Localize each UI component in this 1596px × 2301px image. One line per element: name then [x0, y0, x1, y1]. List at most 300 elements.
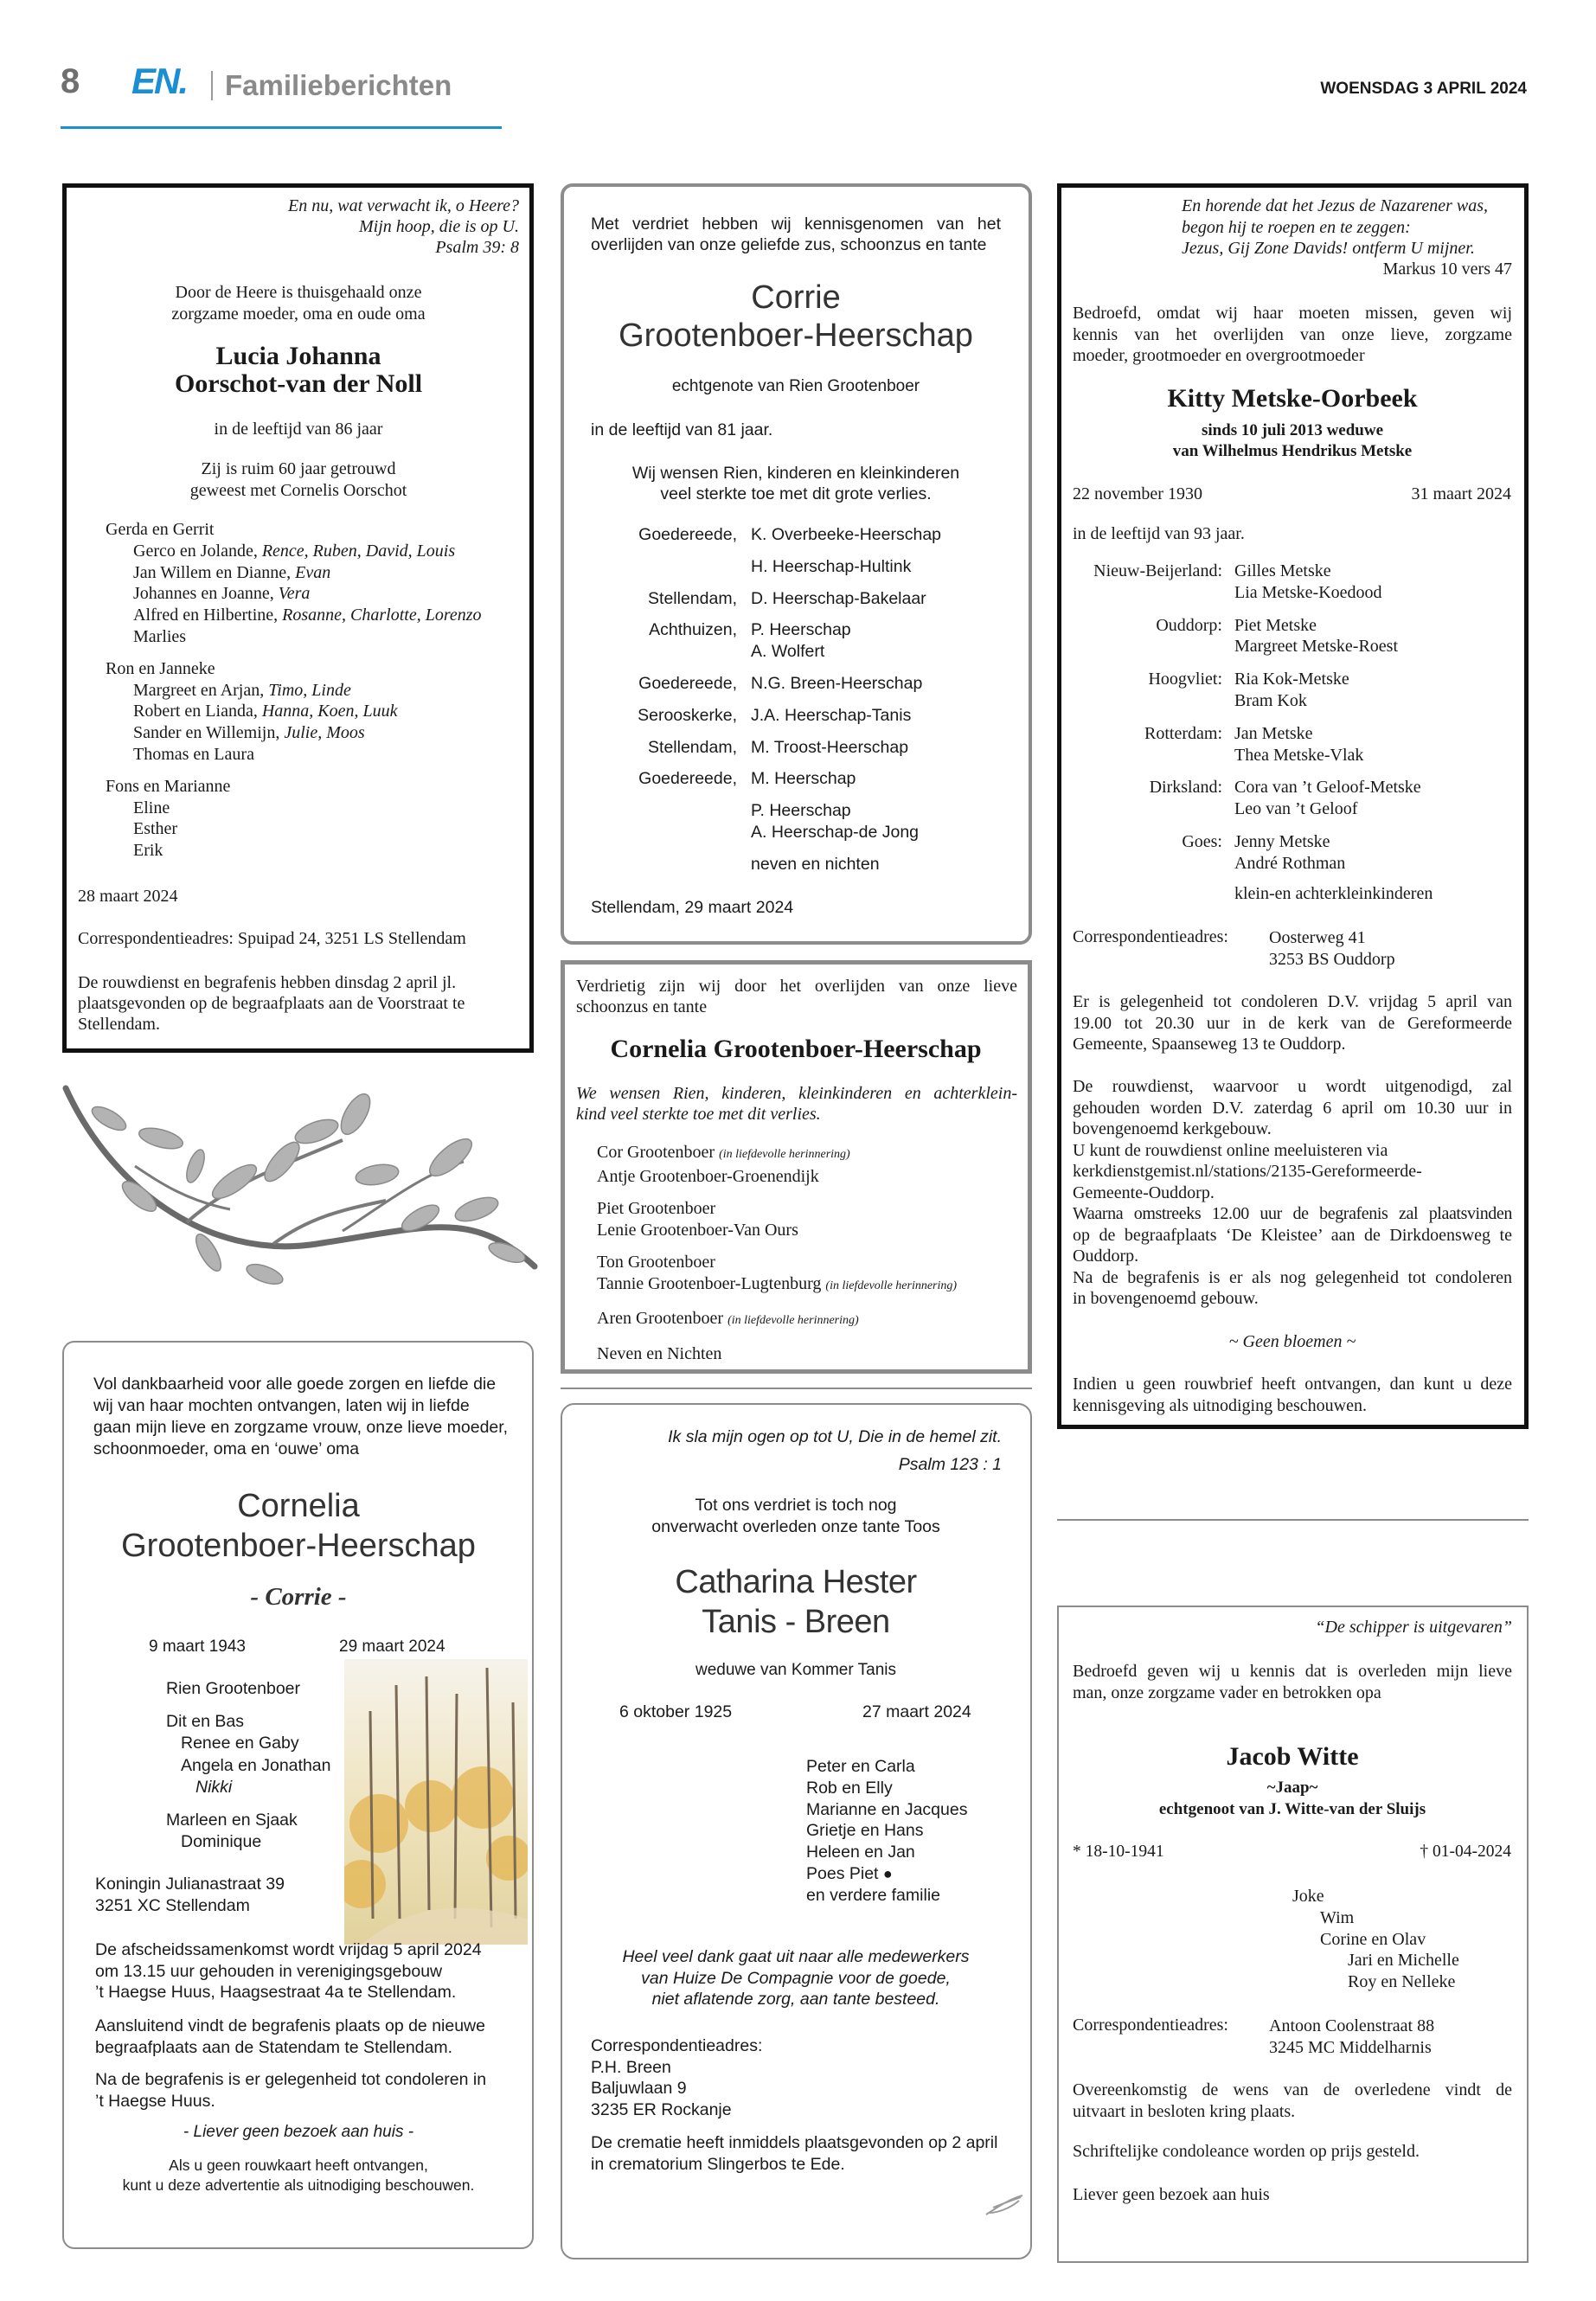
family-name: Thomas en Laura: [133, 744, 254, 764]
family-line: [106, 744, 521, 766]
condole-line: Na de begrafenis is er gelegenheid tot condoleren in: [95, 2070, 487, 2089]
cremation-line: De crematie heeft inmiddels plaatsgevonden op 2 april: [591, 2133, 998, 2152]
family-line: [106, 680, 521, 702]
family-names: [1234, 615, 1398, 658]
family-name: Tannie Grootenboer-Lugtenburg: [597, 1273, 826, 1293]
memorial-note: (in liefdevolle herinnering): [727, 1314, 859, 1327]
nickname: - Corrie -: [250, 1583, 347, 1611]
family-row: [1073, 615, 1514, 658]
intro-line: Verdrietig zijn wij door het overlijden van onze lieve: [576, 977, 1017, 996]
grandchildren-names: Evan: [295, 562, 331, 582]
family-line: Grietje en Hans: [806, 1821, 924, 1841]
family-line: Dit en Bas: [166, 1711, 244, 1731]
service-line: U kunt de rouwdienst online meeluisteren via: [1073, 1140, 1388, 1160]
family-line: [597, 1142, 1021, 1166]
family-place: Dirksland:: [1149, 778, 1222, 798]
family-line: Nikki: [195, 1778, 233, 1797]
address-line: 3253 BS Ouddorp: [1269, 949, 1395, 969]
intro-line: Tot ons verdriet is toch nog: [695, 1496, 897, 1515]
name-line: Grootenboer-Heerschap: [619, 317, 973, 354]
family-line: [106, 605, 521, 626]
family-list: [106, 519, 521, 862]
notice-line: kennisgeving als uitnodiging beschouwen.: [1073, 1395, 1367, 1415]
meeting-line: ’t Haegse Huus, Haagsestraat 4a te Stellendam.: [95, 1983, 457, 2002]
family-group: [597, 1308, 1021, 1332]
burial-text: [95, 2016, 510, 2058]
condole-text: [95, 2069, 510, 2112]
family-name: Leo van ’t Geloof: [1234, 799, 1358, 819]
address-line: 3251 XC Stellendam: [95, 1896, 250, 1915]
family-row: [1073, 561, 1514, 604]
grandchildren-names: Hanna, Koen, Luuk: [261, 702, 398, 721]
birth-date: 6 oktober 1925: [619, 1702, 733, 1721]
family-name: Cor Grootenboer: [597, 1143, 720, 1162]
address-line: Correspondentieadres:: [591, 2036, 763, 2055]
family-name: Antje Grootenboer-Groenendijk: [597, 1166, 819, 1186]
family-line: Wim: [1320, 1907, 1355, 1927]
service-text: [1073, 1076, 1512, 1310]
wish-line: We wensen Rien, kinderen, kleinkinderen en achterklein-: [576, 1084, 1017, 1103]
meeting-line: De afscheidssamenkomst wordt vrijdag 5 april 2024: [95, 1940, 482, 1959]
family-name: Thea Metske-Vlak: [1234, 745, 1364, 765]
ad3-intro: [1073, 303, 1512, 367]
family-name: Johannes en Joanne,: [133, 584, 279, 604]
verse-line: En nu, wat verwacht ik, o Heere?: [288, 196, 519, 215]
name-line: Tanis - Breen: [702, 1604, 890, 1640]
family-line: Jari en Michelle: [1348, 1951, 1459, 1971]
verse-line: Psalm 39: 8: [435, 238, 519, 257]
thanks-line: van Huize De Compagnie voor de goede,: [641, 1968, 951, 1988]
family-line: Rob en Elly: [806, 1778, 893, 1798]
family-name: Sander en Willemijn,: [133, 723, 285, 743]
family-list: [1292, 1886, 1509, 1993]
address-line: Oosterweg 41: [1269, 928, 1366, 947]
logo: EN.: [131, 61, 188, 101]
thanks-line: niet aflatende zorg, aan tante besteed.: [651, 1990, 940, 2009]
family-line: Corine en Olav: [1320, 1929, 1426, 1949]
wish-line: veel sterkte toe met dit grote verlies.: [660, 484, 932, 503]
address-label: Correspondentieadres:: [1073, 2016, 1228, 2035]
family-name: M. Troost-Heerschap: [751, 737, 909, 757]
ad2-intro: [591, 214, 1001, 255]
family-name: Fons en Marianne: [106, 776, 231, 796]
family-row: [571, 705, 1021, 727]
family-line: [597, 1166, 1021, 1188]
family-list: [571, 524, 1021, 886]
family-place: Stellendam,: [648, 737, 737, 757]
family-place: [571, 800, 751, 843]
correspondence-address: [1269, 927, 1395, 970]
family-name: Margreet Metske-Roest: [1234, 637, 1399, 657]
married-line: geweest met Cornelis Oorschot: [189, 481, 407, 500]
header-date: WOENSDAG 3 APRIL 2024: [1320, 80, 1527, 98]
family-name: Margreet en Arjan,: [133, 680, 269, 700]
wish-line: Overeenkomstig de wens van de overledene vindt de: [1073, 2080, 1512, 2099]
family-names: [751, 854, 880, 875]
intro-line: Bedroefd geven wij u kennis dat is overleden mijn lieve: [1073, 1662, 1512, 1681]
grandchildren-names: Rosanne, Charlotte, Lorenzo: [282, 606, 482, 625]
family-line: [597, 1198, 1021, 1220]
age-line: in de leeftijd van 86 jaar: [214, 420, 383, 439]
married-line: Zij is ruim 60 jaar getrouwd: [201, 459, 396, 478]
deceased-name: [571, 279, 1021, 355]
family-name: Aren Grootenboer: [597, 1309, 728, 1328]
verse-ref: Markus 10 vers 47: [1382, 260, 1512, 279]
family-place: Rotterdam:: [1144, 723, 1222, 743]
family-name: H. Heerschap-Hultink: [751, 556, 912, 576]
family-row: [571, 768, 1021, 790]
family-group: [597, 1252, 1021, 1297]
memorial-note: (in liefdevolle herinnering): [825, 1279, 958, 1292]
wish-line: uitvaart in besloten kring plaats.: [1073, 2101, 1296, 2121]
deceased-name: Kitty Metske-Oorbeek: [1167, 384, 1418, 413]
family-names: [1234, 777, 1421, 820]
intro-line: Door de Heere is thuisgehaald onze: [175, 283, 422, 302]
family-line: [106, 840, 521, 862]
ad6-verse: Ik sla mijn ogen op tot U, Die in de hemel zit.: [668, 1427, 1002, 1446]
funeral-text: [78, 972, 528, 1035]
correspondence-address: [591, 2035, 762, 2120]
family-line: Renee en Gaby: [181, 1734, 299, 1753]
deceased-name: [78, 1486, 519, 1566]
family-place: Stellendam,: [648, 588, 737, 608]
family-line: [106, 818, 521, 840]
intro-line: gaan mijn lieve en zorgzame vrouw, onze lieve moeder,: [93, 1418, 509, 1437]
condole-line: ’t Haegse Huus.: [95, 2091, 215, 2111]
nickname: ~Jaap~: [1266, 1779, 1318, 1797]
family-list: [597, 1142, 1021, 1375]
meeting-line: om 13.15 uur gehouden in verenigingsgebouw: [95, 1961, 443, 1981]
family-place: [571, 854, 751, 875]
name-line: Oorschot-van der Noll: [174, 369, 423, 398]
name-line: Lucia Johanna: [215, 342, 381, 370]
intro-line: Bedroefd, omdat wij haar moeten missen, geven wij: [1073, 304, 1512, 323]
column-divider: [1057, 1519, 1529, 1521]
family-name: Lenie Grootenboer-Van Ours: [597, 1220, 798, 1240]
family-row: [571, 673, 1021, 695]
deceased-name: Jacob Witte: [1226, 1742, 1359, 1771]
family-name: Bram Kok: [1234, 690, 1307, 710]
family-names: [751, 737, 908, 759]
ad3-verse: [1182, 195, 1488, 260]
birth-date: * 18-10-1941: [1073, 1843, 1164, 1861]
ad7-quote: “De schipper is uitgevaren”: [1315, 1618, 1512, 1637]
age-line: in de leeftijd van 93 jaar.: [1073, 524, 1245, 543]
birth-date: 9 maart 1943: [149, 1638, 246, 1656]
deceased-name: [571, 1562, 1021, 1642]
family-line: [106, 583, 521, 605]
family-name: Jan Metske: [1234, 723, 1313, 743]
family-name: Eline: [133, 798, 170, 817]
address-line: 3235 ER Rockanje: [591, 2099, 732, 2119]
condole-line: Gemeente, Spaanseweg 13 te Ouddorp.: [1073, 1035, 1346, 1054]
family-line: [106, 776, 521, 798]
grandchildren-names: Vera: [278, 584, 311, 604]
family-name: J.A. Heerschap-Tanis: [751, 705, 912, 725]
family-list: [166, 1678, 391, 1854]
family-name: Alfred en Hilbertine,: [133, 606, 283, 625]
age-line: in de leeftijd van 81 jaar.: [591, 420, 773, 439]
death-date: 27 maart 2024: [862, 1702, 971, 1721]
verse-ref: Psalm 123 : 1: [898, 1455, 1002, 1474]
notice-line: kunt u deze advertentie als uitnodiging beschouwen.: [122, 2176, 475, 2194]
family-line: [597, 1220, 1021, 1241]
intro-line: wij van haar mochten ontvangen, laten wij in liefde: [93, 1396, 470, 1415]
family-name: Gerda en Gerrit: [106, 520, 215, 539]
family-name: Piet Metske: [1234, 615, 1317, 635]
branch-illustration: [57, 1080, 542, 1304]
wish-text: [1073, 2080, 1512, 2122]
service-line: Gemeente-Ouddorp.: [1073, 1183, 1215, 1202]
no-visit-text: - Liever geen bezoek aan huis -: [183, 2123, 414, 2141]
family-name: Gerco en Jolande,: [133, 541, 262, 561]
name-line: Cornelia: [237, 1488, 360, 1524]
header-divider: [211, 71, 213, 100]
family-row: [571, 854, 1021, 875]
family-line-text: Poes Piet: [806, 1863, 879, 1883]
family-name: Erik: [133, 841, 163, 861]
death-date: 31 maart 2024: [1411, 484, 1511, 503]
family-name: P. Heerschap: [751, 620, 851, 640]
notice-line: Als u geen rouwkaart heeft ontvangen,: [169, 2157, 428, 2174]
deceased-name: [78, 343, 519, 398]
family-line: Dominique: [181, 1832, 262, 1851]
intro-line: overlijden van onze geliefde zus, schoonzus en tante: [591, 235, 987, 254]
family-place: [571, 556, 751, 578]
spouse-line: weduwe van Kommer Tanis: [695, 1661, 896, 1679]
family-names: [751, 705, 911, 727]
column-divider: [561, 1388, 1032, 1389]
service-line: in bovengenoemd gebouw.: [1073, 1289, 1259, 1308]
birth-date: 22 november 1930: [1073, 484, 1202, 503]
family-line: Rien Grootenboer: [166, 1679, 301, 1698]
family-line: Roy en Nelleke: [1348, 1972, 1456, 1992]
burial-line: Aansluitend vindt de begrafenis plaats op de nieuwe: [95, 2016, 485, 2035]
family-name: N.G. Breen-Heerschap: [751, 673, 923, 693]
family-names: [751, 673, 922, 695]
family-place: Achthuizen,: [649, 620, 737, 640]
family-name: P. Heerschap: [751, 801, 851, 821]
family-line: en verdere familie: [806, 1885, 940, 1905]
family-group: [597, 1343, 1021, 1365]
family-names: [1234, 561, 1382, 604]
family-names: [751, 800, 919, 843]
family-line: [806, 1863, 967, 1885]
address-line: Antoon Coolenstraat 88: [1269, 2016, 1435, 2035]
family-line: [106, 562, 521, 584]
family-line: [597, 1308, 1021, 1332]
funeral-line: De rouwdienst en begrafenis hebben dinsdag 2 april jl.: [78, 973, 457, 992]
intro-line: man, onze zorgzame vader en betrokken opa: [1073, 1682, 1381, 1702]
burial-line: begraafplaats aan de Statendam te Stellendam.: [95, 2037, 453, 2057]
section-title: Familieberichten: [225, 69, 452, 101]
thanks-text: [571, 1946, 1021, 2010]
family-place: Nieuw-Beijerland:: [1093, 561, 1222, 580]
intro-line: zorgzame moeder, oma en oude oma: [171, 304, 426, 324]
spouse-line: echtgenoot van J. Witte-van der Sluijs: [1158, 1800, 1426, 1818]
family-row: [571, 524, 1021, 546]
service-line: gehouden worden D.V. zaterdag 6 april om 10.30 uur in: [1073, 1098, 1512, 1118]
paw-icon: ●: [882, 1864, 893, 1882]
service-line: bovengenoemd kerkgebouw.: [1073, 1119, 1272, 1138]
family-line: [106, 798, 521, 819]
family-name: Ron en Janneke: [106, 658, 215, 678]
family-line: [106, 701, 521, 722]
spouse-line: echtgenote van Rien Grootenboer: [671, 377, 920, 395]
family-name: A. Wolfert: [751, 642, 825, 662]
correspondence-address: [1269, 2016, 1434, 2058]
family-place: Goedereede,: [638, 525, 737, 544]
ad1-married: [78, 458, 519, 502]
family-row: [571, 619, 1021, 663]
address-line: 3245 MC Middelharnis: [1269, 2037, 1432, 2057]
condole-line: 19.00 tot 20.30 uur in de kerk van de Gereformeerde: [1073, 1013, 1512, 1033]
family-place: Ouddorp:: [1156, 615, 1222, 635]
family-row: [1073, 831, 1514, 875]
family-name: Cora van ’t Geloof-Metske: [1234, 778, 1421, 798]
condole-text: [1073, 991, 1512, 1055]
condole-line: Er is gelegenheid tot condoleren D.V. vrijdag 5 april van: [1073, 992, 1512, 1011]
widow-line: sinds 10 juli 2013 weduwe: [1201, 421, 1384, 439]
family-name: Lia Metske-Koedood: [1234, 582, 1382, 602]
family-line: Angela en Jonathan: [181, 1755, 331, 1775]
family-list: [806, 1756, 967, 1907]
family-name: André Rothman: [1234, 853, 1346, 873]
family-name: Ton Grootenboer: [597, 1253, 715, 1272]
header-rule: [61, 126, 502, 129]
funeral-line: plaatsgevonden op de begraafplaats aan de Voorstraat te: [78, 994, 465, 1013]
intro-line: Vol dankbaarheid voor alle goede zorgen en liefde die: [93, 1375, 497, 1394]
family-name: Piet Grootenboer: [597, 1199, 716, 1218]
family-line: [106, 519, 521, 541]
family-line: Heleen en Jan: [806, 1843, 915, 1862]
notice-date: 28 maart 2024: [78, 887, 178, 906]
intro-line: Met verdriet hebben wij kennisgenomen van het: [591, 215, 1001, 234]
notice-footer: Stellendam, 29 maart 2024: [591, 898, 794, 917]
verse-line: begon hij te roepen en te zeggen:: [1182, 217, 1411, 237]
service-line: Waarna omstreeks 12.00 uur de begrafenis zal plaatsvinden: [1073, 1204, 1512, 1223]
family-name: Robert en Lianda,: [133, 702, 262, 721]
service-line: kerkdienstgemist.nl/stations/2135-Gereformeerde-: [1073, 1162, 1422, 1181]
page-number: 8: [61, 62, 80, 100]
family-line: [106, 626, 521, 648]
family-name: A. Heerschap-de Jong: [751, 822, 920, 842]
family-row: [571, 737, 1021, 759]
deceased-name: Cornelia Grootenboer-Heerschap: [610, 1035, 982, 1063]
meeting-text: [95, 1939, 506, 2003]
memorial-note: (in liefdevolle herinnering): [719, 1148, 850, 1161]
intro-line: moeder, grootmoeder en overgrootmoeder: [1073, 346, 1365, 365]
grandchildren-names: Timo, Linde: [268, 680, 351, 700]
verse-line: Mijn hoop, die is op U.: [359, 217, 519, 236]
family-names: [751, 588, 926, 610]
family-row: [571, 556, 1021, 578]
wish-text: [576, 1083, 1017, 1125]
notice-line: Indien u geen rouwbrief heeft ontvangen, dan kunt u deze: [1073, 1375, 1512, 1394]
family-name: Gilles Metske: [1234, 561, 1331, 580]
family-group: [597, 1198, 1021, 1240]
ad7-intro: [1073, 1661, 1512, 1703]
cremation-line: in crematorium Slingerbos te Ede.: [591, 2154, 845, 2174]
widow-line: van Wilhelmus Hendrikus Metske: [1172, 442, 1413, 460]
service-line: op de begraafplaats ‘De Kleistee’ aan de Dirkdoensweg te: [1073, 1225, 1512, 1245]
family-name: Jan Willem en Dianne,: [133, 562, 296, 582]
family-place: Goes:: [1182, 831, 1222, 851]
family-name: D. Heerschap-Bakelaar: [751, 588, 926, 608]
family-line: Marleen en Sjaak: [166, 1810, 298, 1830]
family-row: [1073, 777, 1514, 820]
service-line: Na de begrafenis is er als nog gelegenheid tot condoleren: [1073, 1267, 1512, 1287]
correspondence-address: Correspondentieadres: Spuipad 24, 3251 LS Stellendam: [78, 929, 466, 948]
home-address: [95, 1874, 285, 1917]
verse-line: Jezus, Gij Zone Davids! ontferm U mijner.: [1182, 239, 1475, 258]
wish-line: kind veel sterkte toe met dit verlies.: [576, 1105, 821, 1124]
address-line: Koningin Julianastraat 39: [95, 1875, 285, 1894]
family-row: [571, 588, 1021, 610]
ad4-intro: [576, 976, 1017, 1017]
ad1-intro: [78, 282, 519, 325]
family-names: [1234, 723, 1363, 766]
family-line: Marianne en Jacques: [806, 1799, 968, 1819]
address-label: Correspondentieadres:: [1073, 927, 1228, 946]
grandchildren-names: Julie, Moos: [284, 723, 365, 743]
ad1-verse: [78, 195, 519, 258]
family-names: [751, 556, 911, 578]
intro-line: schoonzus en tante: [576, 997, 708, 1016]
family-place: Serooskerke,: [638, 705, 737, 725]
no-visit-text: Liever geen bezoek aan huis: [1073, 2185, 1270, 2204]
grandchildren-names: Rence, Ruben, David, Louis: [261, 541, 456, 561]
family-line: [106, 658, 521, 680]
family-name: K. Overbeeke-Heerschap: [751, 525, 942, 544]
cremation-text: [591, 2132, 1015, 2175]
card-notice: [78, 2156, 519, 2195]
family-names: [1234, 831, 1345, 875]
widow-text: [1064, 420, 1521, 462]
family-names: [751, 524, 941, 546]
wish-line: Wij wensen Rien, kinderen en kleinkinderen: [631, 464, 960, 483]
family-name: Esther: [133, 819, 178, 839]
family-row: [1073, 669, 1514, 712]
feather-icon: [984, 2194, 1024, 2218]
family-group: [597, 1142, 1021, 1187]
family-line: Peter en Carla: [806, 1757, 915, 1776]
family-names: [751, 619, 851, 663]
intro-line: onverwacht overleden onze tante Toos: [651, 1517, 940, 1536]
wish-text: [571, 463, 1021, 504]
family-row: [571, 800, 1021, 843]
family-name: Jenny Metske: [1234, 831, 1330, 851]
family-line: [597, 1273, 1021, 1298]
funeral-line: Stellendam.: [78, 1015, 160, 1034]
family-row: [1073, 723, 1514, 766]
condolences-text: Schriftelijke condoleance worden op prijs gesteld.: [1073, 2142, 1420, 2161]
family-line: [106, 541, 521, 562]
family-line: [597, 1252, 1021, 1273]
service-line: De rouwdienst, waarvoor u wordt uitgenodigd, zal: [1073, 1077, 1512, 1096]
no-flowers: ~ Geen bloemen ~: [1228, 1332, 1356, 1351]
intro-line: schoonmoeder, oma en ‘ouwe’ oma: [93, 1439, 360, 1458]
death-date: 29 maart 2024: [339, 1638, 445, 1656]
thanks-line: Heel veel dank gaat uit naar alle medewerkers: [622, 1947, 970, 1966]
family-name: Ria Kok-Metske: [1234, 670, 1349, 689]
family-place: Goedereede,: [638, 769, 737, 789]
family-list: [1073, 561, 1514, 886]
address-line: P.H. Breen: [591, 2057, 671, 2077]
death-date: † 01-04-2024: [1420, 1843, 1511, 1861]
service-line: Ouddorp.: [1073, 1247, 1139, 1266]
family-line: [597, 1343, 1021, 1365]
